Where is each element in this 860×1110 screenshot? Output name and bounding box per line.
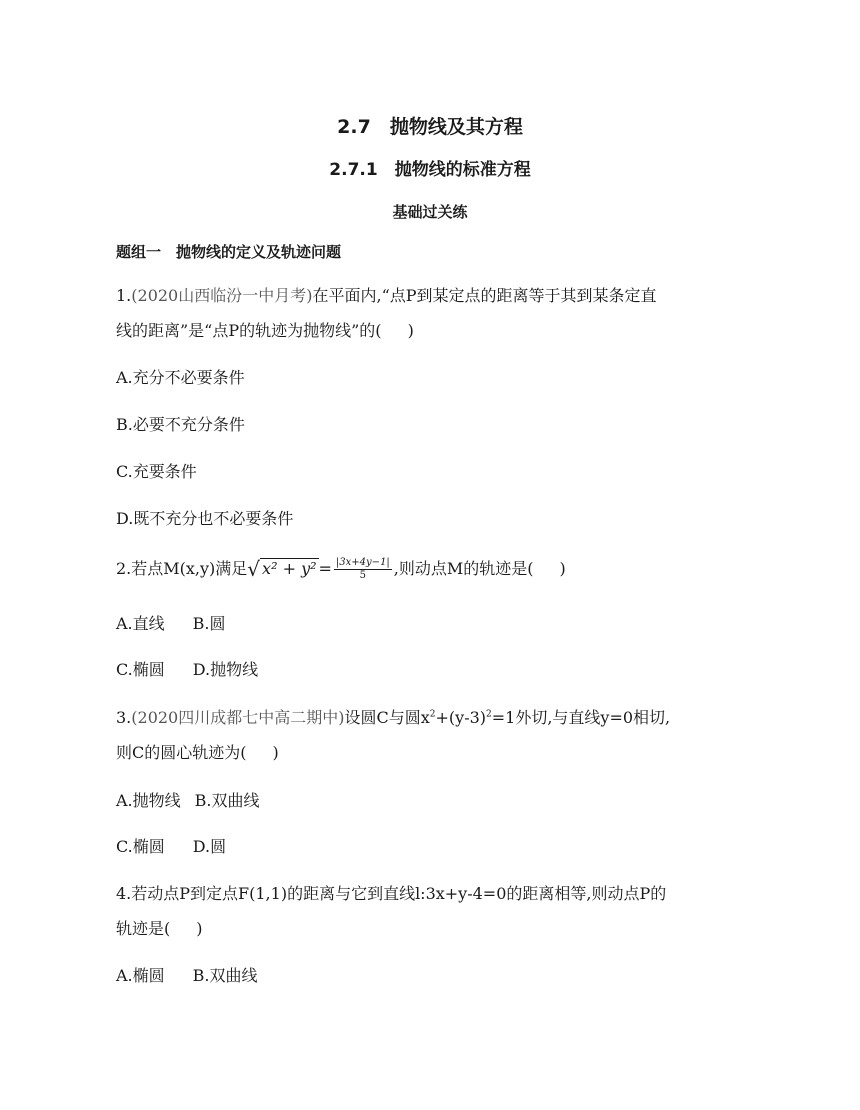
question-1-line-2 (116, 318, 414, 341)
question-4-line-1: 4.若动点P到定点F(1,1)的距离与它到直线l:3x+y-4=0的距离相等,则动点P的 (116, 884, 667, 903)
radicand: x² + y² (262, 559, 317, 578)
page-title: 2.7 抛物线及其方程 (337, 116, 523, 138)
option-a: A.充分不必要条件 (116, 368, 245, 387)
option-c: C.椭圆 (116, 837, 165, 856)
question-text: 设圆C与圆x (344, 708, 430, 727)
question-1-line-1 (116, 283, 657, 306)
options-row-cd (116, 657, 258, 680)
group-heading: 题组一 抛物线的定义及轨迹问题 (116, 243, 342, 261)
question-3-line-2 (116, 740, 279, 763)
question-text: 在平面内,“点P到某定点的距离等于其到某条定直 (312, 286, 657, 305)
option-a: A.椭圆 (116, 966, 165, 985)
question-2-line (116, 556, 566, 582)
question-3-line-1 (116, 705, 670, 728)
section-heading: 基础过关练 (392, 203, 468, 221)
answer-paren-close: ) (559, 559, 566, 578)
answer-paren-close: ) (407, 321, 414, 340)
question-source: (2020山西临汾一中月考) (131, 286, 313, 305)
sqrt-expression: √ x² + y² (247, 557, 317, 581)
question-source: (2020四川成都七中高二期中) (131, 708, 345, 727)
option-b: B.圆 (192, 614, 226, 633)
equals-sign: = (318, 559, 332, 578)
question-text: 则C的圆心轨迹为( (116, 743, 247, 762)
options-row-cd (116, 834, 226, 857)
page-subtitle: 2.7.1 抛物线的标准方程 (329, 160, 531, 180)
fraction-numerator: |3x+4y−1| (335, 557, 390, 568)
option-c: C.椭圆 (116, 660, 165, 679)
answer-paren-close: ) (272, 743, 279, 762)
question-text: 2.若点M(x,y)满足 (116, 559, 248, 578)
option-b: B.双曲线 (192, 966, 258, 985)
option-b: B.双曲线 (194, 791, 260, 810)
fraction (334, 557, 392, 582)
question-text: =1外切,与直线y=0相切, (491, 708, 671, 727)
option-b: B.必要不充分条件 (116, 415, 245, 434)
option-d: D.既不充分也不必要条件 (116, 509, 294, 528)
option-c: C.充要条件 (116, 462, 197, 481)
option-a: A.直线 (116, 614, 165, 633)
question-text: +(y-3) (435, 708, 487, 727)
question-text: 线的距离”是“点P的轨迹为抛物线”的( (116, 321, 382, 340)
exponent: 2 (429, 709, 436, 720)
question-text: ,则动点M的轨迹是( (393, 559, 534, 578)
option-d: D.圆 (192, 837, 227, 856)
answer-paren-close: ) (196, 919, 203, 938)
question-text: 轨迹是( (116, 919, 171, 938)
question-number: 3. (116, 708, 132, 727)
fraction-denominator: 5 (359, 570, 367, 581)
question-4-line-2 (116, 916, 203, 939)
options-row-ab (116, 611, 226, 634)
options-row-ab (116, 963, 258, 986)
option-a: A.抛物线 (116, 791, 181, 810)
question-number: 1. (116, 286, 132, 305)
option-d: D.抛物线 (192, 660, 259, 679)
options-row-ab (116, 788, 260, 811)
exponent: 2 (486, 709, 492, 720)
